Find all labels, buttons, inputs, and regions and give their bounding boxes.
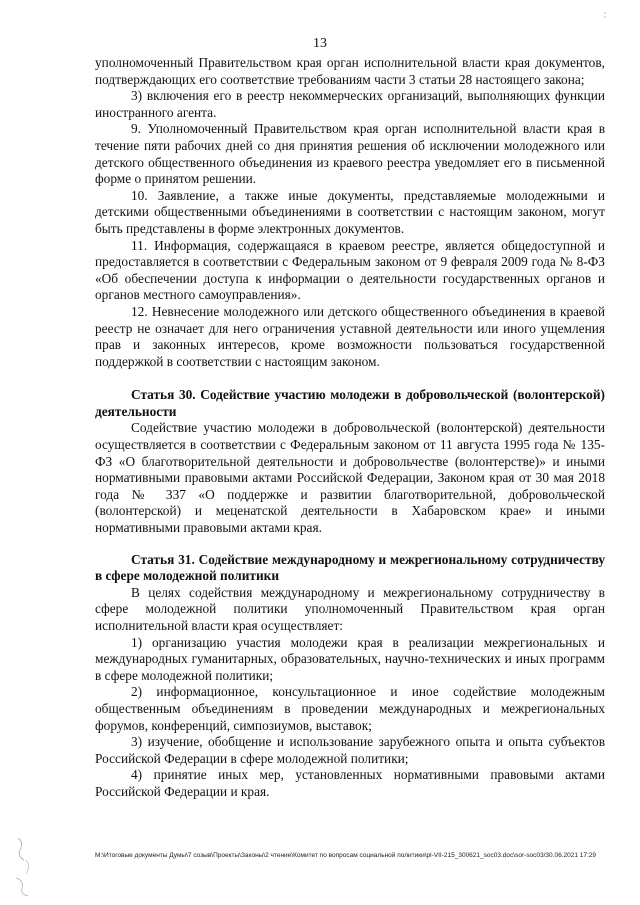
paragraph-12: 12. Невнесение молодежного или детского общественного объединения в краевой реестр не означает для него ограничения уставной деятельности или иного ущемления прав и законных интересов, кроме возможности пользоваться государственной поддержкой в соответствии с настоящим законом. xyxy=(95,303,605,369)
page-number: 13 xyxy=(313,36,327,51)
file-path-footer: M:\Итоговые документы Думы\7 созыв\Проекты\Законы\2 чтение\Комитет по вопросам социальной политики\pl-VII-215_300621_soc03.doc\sor-soc03/30.06.2021 17:29 xyxy=(95,852,597,859)
article-30-body: Содействие участию молодежи в добровольческой (волонтерской) деятельности осуществляется в соответствии с Федеральным законом от 11 августа 1995 года № 135-ФЗ «О благотворительной деятельности и добровольчестве (волонтерстве)» и иными нормативными правовыми актами Российской Федерации, Законом края от 30 мая 2018 года № 337 «О поддержке и развитии благотворительной, добровольческой (волонтерской) и меценатской деятельности в Хабаровском крае» и иными нормативными правовыми актами края. xyxy=(95,420,605,536)
article-31-heading: Статья 31. Содействие международному и межрегиональному сотрудничеству в сфере молодежной политики xyxy=(95,551,605,584)
paragraph-item-3: 3) включения его в реестр некоммерческих организаций, выполняющих функции иностранного агента. xyxy=(95,88,605,120)
scan-mark xyxy=(600,10,610,20)
paragraph-10: 10. Заявление, а также иные документы, представляемые молодежными и детскими общественными объединениями в соответствии с настоящим законом, могут быть представлены в форме электронных документов. xyxy=(95,187,605,236)
article-30-heading: Статья 30. Содействие участию молодежи в добровольческой (волонтерской) деятельности xyxy=(95,387,605,419)
document-body xyxy=(95,55,605,801)
article-31-intro: В целях содействия международному и межрегиональному сотрудничеству в сфере молодежной политики уполномоченный Правительством края орган исполнительной власти края осуществляет: xyxy=(95,584,605,633)
paragraph-continuation: уполномоченный Правительством края орган исполнительной власти края документов, подтверждающих его соответствие требованиям части 3 статьи 28 настоящего закона; xyxy=(95,55,605,87)
article-31-item-1: 1) организацию участия молодежи края в реализации межрегиональных и международных гуманитарных, образовательных, научно-технических и иных программ в сфере молодежной политики; xyxy=(95,634,605,683)
article-31-item-3: 3) изучение, обобщение и использование зарубежного опыта и опыта субъектов Российской Федерации в сфере молодежной политики; xyxy=(95,734,605,766)
paragraph-11: 11. Информация, содержащаяся в краевом реестре, является общедоступной и предоставляется в соответствии с Федеральным законом от 9 февраля 2009 года № 8-ФЗ «Об обеспечении доступа к информации о деятельности государственных органов и органов местного самоуправления». xyxy=(95,237,605,303)
handwritten-margin-marks xyxy=(12,830,62,900)
article-31-item-2: 2) информационное, консультационное и иное содействие молодежным общественным объединениям в проведении международных и межрегиональных форумов, конференций, симпозиумов, выставок; xyxy=(95,684,605,733)
article-31-item-4: 4) принятие иных мер, установленных нормативными правовыми актами Российской Федерации и края. xyxy=(95,767,605,799)
paragraph-9: 9. Уполномоченный Правительством края орган исполнительной власти края в течение пяти рабочих дней со дня принятия решения об исключении молодежного или детского общественного объединения из краевого реестра уведомляет его в письменной форме о принятом решении. xyxy=(95,121,605,187)
